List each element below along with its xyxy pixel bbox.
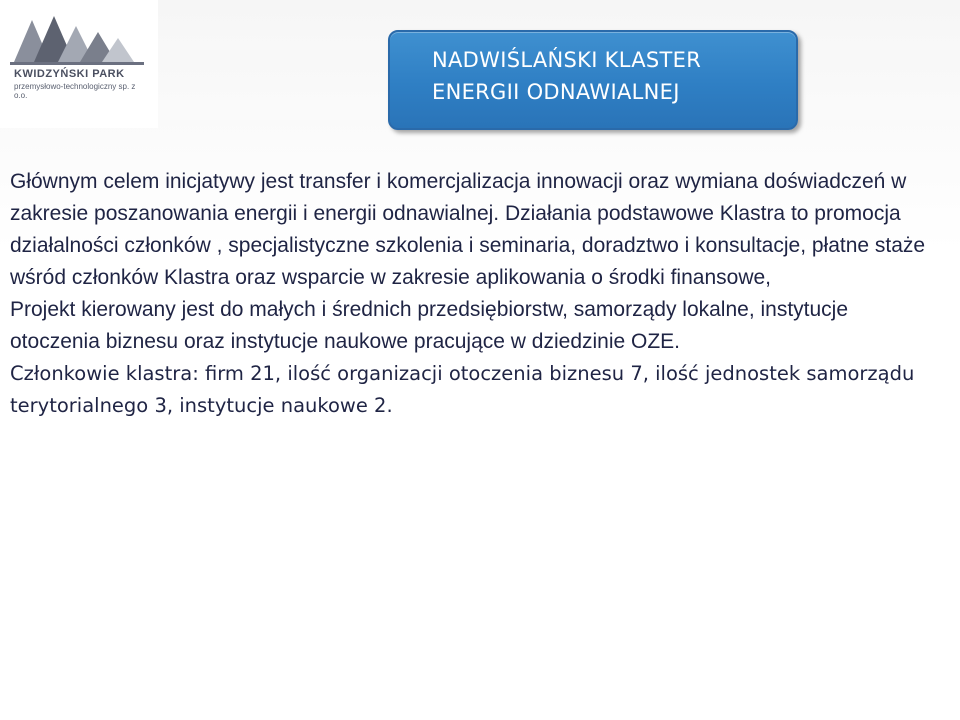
title-line-1: NADWIŚLAŃSKI KLASTER — [432, 48, 702, 72]
body-text — [10, 166, 940, 422]
paragraph-goals: Głównym celem inicjatywy jest transfer i komercjalizacja innowacji oraz wymiana doświadczeń w zakresie poszanowania energii i energii odnawialnej. Działania podstawowe Klastra to promocja działalności członków , specjalistyczne szkolenia i seminaria, doradztwo i konsultacje, płatne staże wśród członków Klastra oraz wsparcie w zakresie aplikowania o środki finansowe, — [10, 170, 926, 289]
title-line-2: ENERGII ODNAWIALNEJ — [432, 80, 680, 104]
paragraph-members: Członkowie klastra: firm 21, ilość organizacji otoczenia biznesu 7, ilość jednostek samorządu terytorialnego 3, instytucje naukowe 2. — [10, 362, 915, 417]
logo-subtitle: przemysłowo-technologiczny sp. z o.o. — [14, 82, 136, 100]
title-banner — [388, 30, 798, 130]
paragraph-target: Projekt kierowany jest do małych i średnich przedsiębiorstw, samorządy lokalne, instytucje otoczenia biznesu oraz instytucje naukowe pracujące w dziedzinie OZE. — [10, 298, 849, 353]
company-logo — [0, 0, 158, 128]
park-logo-icon — [10, 12, 150, 66]
logo-name: KWIDZYŃSKI PARK — [14, 68, 125, 80]
